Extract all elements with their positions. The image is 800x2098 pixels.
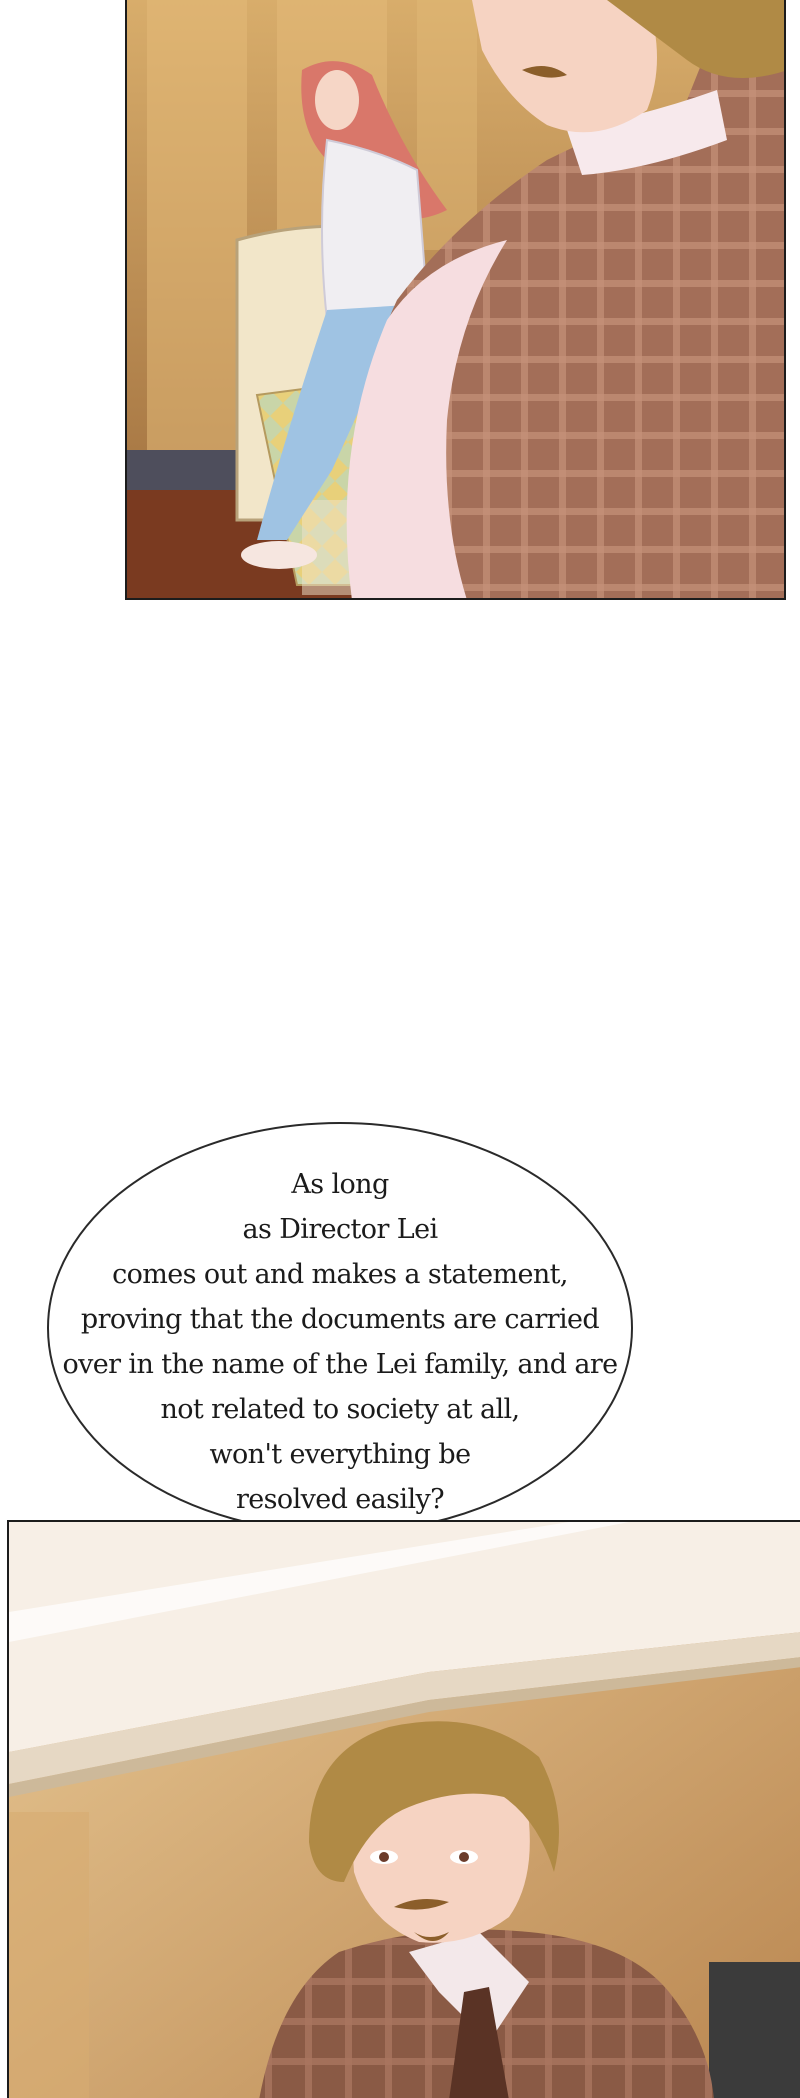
top-comic-panel xyxy=(125,0,786,600)
bubble-line: as Director Lei xyxy=(242,1214,438,1245)
woman-face xyxy=(315,70,359,130)
wall-panel-left xyxy=(147,0,247,450)
speech-bubble-text xyxy=(40,1162,640,1522)
bottom-comic-panel xyxy=(7,1520,800,2098)
bottom-panel-illustration xyxy=(9,1522,800,2098)
top-panel-illustration xyxy=(127,0,786,600)
bubble-line: proving that the documents are carried xyxy=(80,1304,600,1335)
dark-furniture xyxy=(709,1962,800,2098)
bubble-line: As long xyxy=(291,1169,389,1200)
bubble-line: over in the name of the Lei family, and are xyxy=(62,1349,618,1380)
bubble-line: resolved easily? xyxy=(235,1484,445,1515)
woman-shoes xyxy=(241,541,317,569)
bubble-line: comes out and makes a statement, xyxy=(112,1259,568,1290)
wall-panel xyxy=(9,1812,89,2098)
bubble-line: not related to society at all, xyxy=(160,1394,520,1425)
bubble-line: won't everything be xyxy=(209,1439,471,1470)
